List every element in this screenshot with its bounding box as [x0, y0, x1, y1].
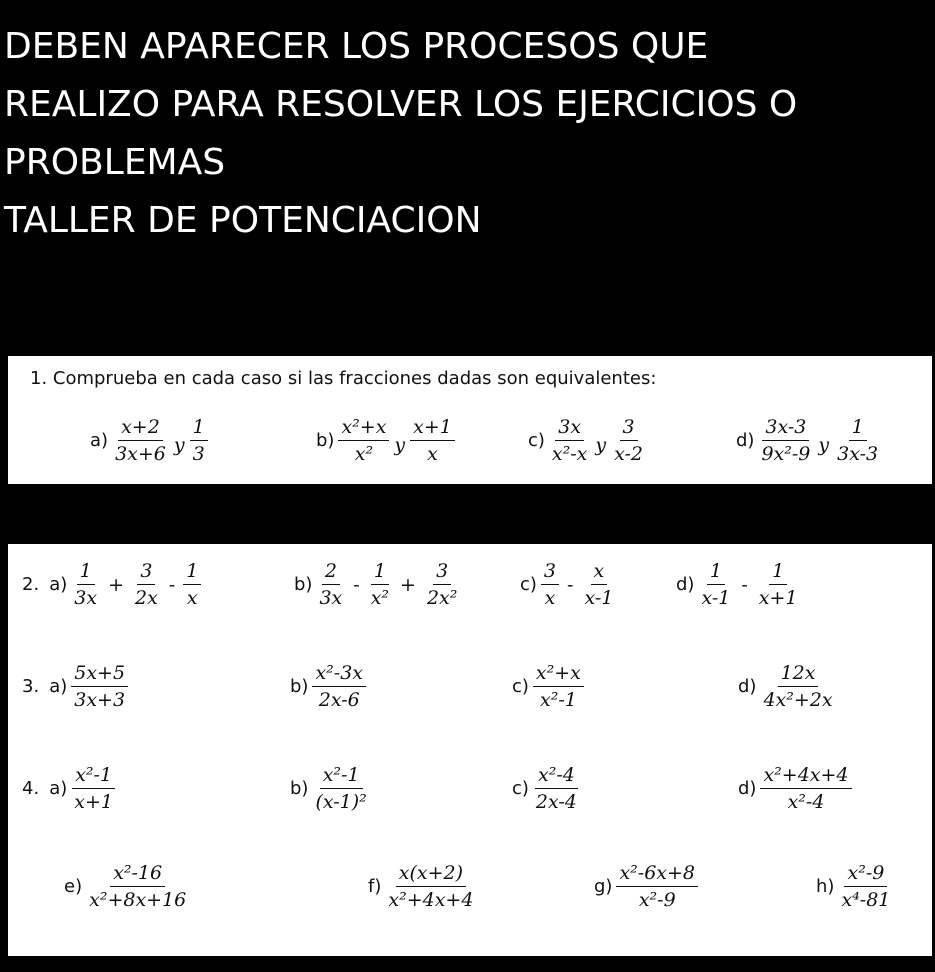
item-label: d) — [738, 676, 757, 697]
numerator: x²+4x+4 — [760, 764, 851, 789]
numerator: x+2 — [118, 416, 163, 441]
item-label: d) — [736, 430, 755, 451]
fraction — [834, 416, 881, 465]
denominator: (x-1)² — [315, 791, 367, 813]
denominator: x²-9 — [638, 889, 676, 911]
denominator: 2x-4 — [535, 791, 577, 813]
fraction — [312, 662, 366, 711]
denominator: x² — [370, 587, 390, 609]
operator: - — [741, 573, 748, 596]
denominator: x — [544, 587, 556, 609]
heading — [4, 18, 929, 250]
fraction — [112, 416, 169, 465]
connector-y: y — [818, 433, 830, 456]
item-label: d) — [676, 574, 695, 595]
exercise-1c — [528, 416, 648, 465]
exercise-1-prompt: 1. Comprueba en cada caso si las fracciones dadas son equivalentes: — [30, 368, 657, 389]
item-label: b) — [290, 676, 309, 697]
exercise-2a — [22, 560, 203, 609]
fraction — [71, 560, 100, 609]
item-label: a) — [49, 676, 68, 697]
item-label: b) — [290, 778, 309, 799]
exercise-4b — [290, 764, 372, 813]
fraction — [71, 764, 116, 813]
fraction — [312, 764, 369, 813]
heading-line-2: REALIZO PARA RESOLVER LOS EJERCICIOS O — [4, 84, 798, 125]
question-number: 3. — [22, 676, 40, 697]
numerator: 1 — [769, 560, 787, 585]
heading-line-3: PROBLEMAS — [4, 142, 226, 183]
item-label: a) — [49, 778, 68, 799]
numerator: x²+x — [533, 662, 584, 687]
fraction — [190, 416, 208, 465]
numerator: x(x+2) — [396, 862, 466, 887]
numerator: 12x — [778, 662, 819, 687]
numerator: 1 — [183, 560, 201, 585]
denominator: x² — [354, 443, 374, 465]
denominator: x — [427, 443, 438, 465]
fraction — [183, 560, 201, 609]
exercise-2c — [520, 560, 618, 609]
item-label: a) — [90, 430, 109, 451]
operator: + — [108, 573, 124, 596]
fraction — [316, 560, 345, 609]
item-label: f) — [368, 876, 382, 897]
exercise-4e — [64, 862, 191, 911]
fraction — [756, 560, 801, 609]
exercise-4a — [22, 764, 118, 813]
item-label: a) — [49, 574, 68, 595]
denominator: 2x — [134, 587, 158, 609]
denominator: x²+4x+4 — [388, 889, 474, 911]
question-number: 2. — [22, 574, 40, 595]
numerator: 3x-3 — [762, 416, 809, 441]
numerator: 3 — [541, 560, 559, 585]
item-label: b) — [316, 430, 335, 451]
heading-line-4: TALLER DE POTENCIACION — [4, 200, 482, 241]
denominator: 3 — [192, 443, 205, 465]
exercise-3b — [290, 662, 368, 711]
fraction — [698, 560, 733, 609]
denominator: 3x+3 — [74, 689, 126, 711]
denominator: x-2 — [614, 443, 644, 465]
fraction — [758, 416, 813, 465]
denominator: 9x²-9 — [761, 443, 811, 465]
fraction — [581, 560, 616, 609]
denominator: 4x²+2x — [763, 689, 833, 711]
fraction — [549, 416, 590, 465]
fraction — [533, 662, 584, 711]
numerator: 1 — [190, 416, 208, 441]
denominator: 3x — [74, 587, 98, 609]
exercise-panel-2 — [8, 544, 932, 956]
exercise-4g — [594, 862, 700, 911]
numerator: x²-9 — [844, 862, 887, 887]
numerator: 5x+5 — [71, 662, 128, 687]
numerator: x — [591, 560, 608, 585]
denominator: 3x — [319, 587, 343, 609]
fraction — [424, 560, 460, 609]
exercise-4f — [368, 862, 478, 911]
fraction — [611, 416, 646, 465]
item-label: c) — [520, 574, 537, 595]
fraction — [838, 862, 893, 911]
fraction — [541, 560, 559, 609]
numerator: 1 — [77, 560, 95, 585]
numerator: x+1 — [410, 416, 455, 441]
exercise-3c — [512, 662, 586, 711]
question-number: 4. — [22, 778, 40, 799]
exercise-4h — [816, 862, 895, 911]
item-label: g) — [594, 876, 613, 897]
denominator: x-1 — [701, 587, 731, 609]
fraction — [368, 560, 392, 609]
fraction — [338, 416, 389, 465]
denominator: 2x-6 — [318, 689, 360, 711]
operator: - — [168, 573, 176, 596]
exercise-panel-1 — [8, 356, 932, 484]
exercise-1d — [736, 416, 883, 465]
numerator: x²+x — [338, 416, 389, 441]
exercise-1b — [316, 416, 457, 465]
exercise-2d — [676, 560, 803, 609]
denominator: 3x-3 — [837, 443, 879, 465]
fraction — [385, 862, 476, 911]
item-label: d) — [738, 778, 757, 799]
fraction — [533, 764, 580, 813]
exercise-4c — [512, 764, 582, 813]
exercise-2b — [294, 560, 462, 609]
item-label: e) — [64, 876, 83, 897]
fraction — [616, 862, 698, 911]
numerator: 1 — [707, 560, 725, 585]
fraction — [760, 764, 851, 813]
denominator: x — [186, 587, 198, 609]
denominator: x²-x — [551, 443, 588, 465]
numerator: 3x — [555, 416, 584, 441]
exercise-3d — [738, 662, 838, 711]
numerator: 3 — [433, 560, 451, 585]
operator: - — [353, 573, 360, 596]
numerator: 3 — [620, 416, 638, 441]
denominator: x-1 — [584, 587, 614, 609]
item-label: c) — [528, 430, 545, 451]
item-label: b) — [294, 574, 313, 595]
denominator: x²-1 — [539, 689, 577, 711]
denominator: x²+8x+16 — [89, 889, 187, 911]
numerator: x²-1 — [72, 764, 115, 789]
fraction — [86, 862, 189, 911]
exercise-1a — [90, 416, 210, 465]
heading-line-1: DEBEN APARECER LOS PROCESOS QUE — [4, 26, 709, 67]
numerator: 3 — [137, 560, 155, 585]
connector-y: y — [173, 433, 185, 456]
exercise-3a — [22, 662, 130, 711]
operator: - — [567, 573, 574, 596]
numerator: x²-6x+8 — [616, 862, 698, 887]
connector-y: y — [595, 433, 607, 456]
denominator: 3x+6 — [115, 443, 166, 465]
item-label: c) — [512, 676, 529, 697]
denominator: x+1 — [758, 587, 798, 609]
connector-y: y — [394, 433, 406, 456]
numerator: x²-16 — [110, 862, 165, 887]
item-label: h) — [816, 876, 835, 897]
denominator: x²-4 — [787, 791, 825, 813]
fraction — [71, 662, 128, 711]
fraction — [760, 662, 835, 711]
numerator: 1 — [371, 560, 389, 585]
denominator: 2x² — [426, 587, 458, 609]
denominator: x⁴-81 — [841, 889, 891, 911]
fraction — [132, 560, 161, 609]
numerator: x²-4 — [535, 764, 578, 789]
numerator: 1 — [849, 416, 867, 441]
numerator: x²-1 — [320, 764, 363, 789]
exercise-4d — [738, 764, 854, 813]
operator: + — [400, 573, 416, 596]
item-label: c) — [512, 778, 529, 799]
numerator: x²-3x — [312, 662, 366, 687]
denominator: x+1 — [74, 791, 113, 813]
fraction — [410, 416, 455, 465]
numerator: 2 — [322, 560, 340, 585]
